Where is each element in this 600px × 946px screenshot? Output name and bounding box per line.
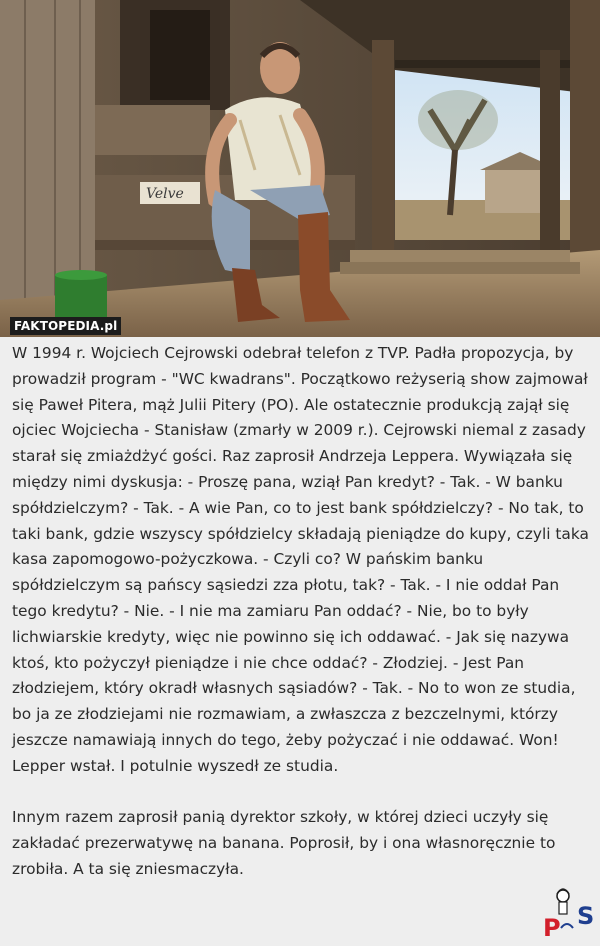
bench-sign: Velve <box>146 186 184 202</box>
article-text <box>12 341 592 883</box>
logo-letter-p: P <box>543 914 561 942</box>
article-photo <box>0 0 600 337</box>
article-paragraph: Innym razem zaprosił panią dyrektor szkoły, w której dzieci uczyły się zakładać prezerwatywę na banana. Poprosił, by i ona własnoręcznie to zrobiła. A ta się zniesmaczyła. <box>12 808 556 878</box>
logo-icon <box>533 880 599 942</box>
article-paragraph: W 1994 r. Wojciech Cejrowski odebrał telefon z TVP. Padła propozycja, by prowadził program - "WC kwadrans". Początkowo reżyserią show zajmował się Paweł Pitera, mąż Julii Pitery (PO). Ale ostatecznie produkcją zajął się ojciec Wojciecha - Stanisław (zmarły w 2009 r.). Cejrowski niemal z zasady starał się zmiażdżyć gości. Raz zaprosił Andrzeja Leppera. Wywiązała się między nimi dyskusja: - Proszę pana, wziął Pan kredyt? - Tak. - W banku spółdzielczym? - Tak. - A wie Pan, co to jest bank spółdzielczy? - No tak, to taki bank, gdzie wszyscy spółdzielcy składają pieniądze do kupy, czyli taka kasa zapomogowo-pożyczkowa. - Czyli co? W pańskim banku spółdzielczym są pańscy sąsiedzi zza płotu, tak? - Tak. - I nie oddał Pan tego kredytu? - Nie. - I nie ma zamiaru Pan oddać? - Nie, bo to były lichwiarskie kredyty, więc nie powinno się ich oddawać. - Jak się nazywa ktoś, kto pożyczył pieniądze i nie chce oddać? - Złodziej. - Jest Pan złodziejem, który okradł własnych sąsiadów? - Tak. - No to won ze studia, bo ja ze złodziejami nie rozmawiam, a zwłaszcza z bezczelnymi, którzy jeszcze namawiają innych do tego, żeby pożyczać i nie oddawać. Won! Lepper wstał. I potulnie wyszedł ze studia. <box>12 344 589 775</box>
site-logo <box>533 880 599 942</box>
logo-letter-s: S <box>577 902 595 930</box>
porch-scene-image <box>0 0 600 337</box>
faktopedia-watermark: FAKTOPEDIA.pl <box>10 317 121 335</box>
